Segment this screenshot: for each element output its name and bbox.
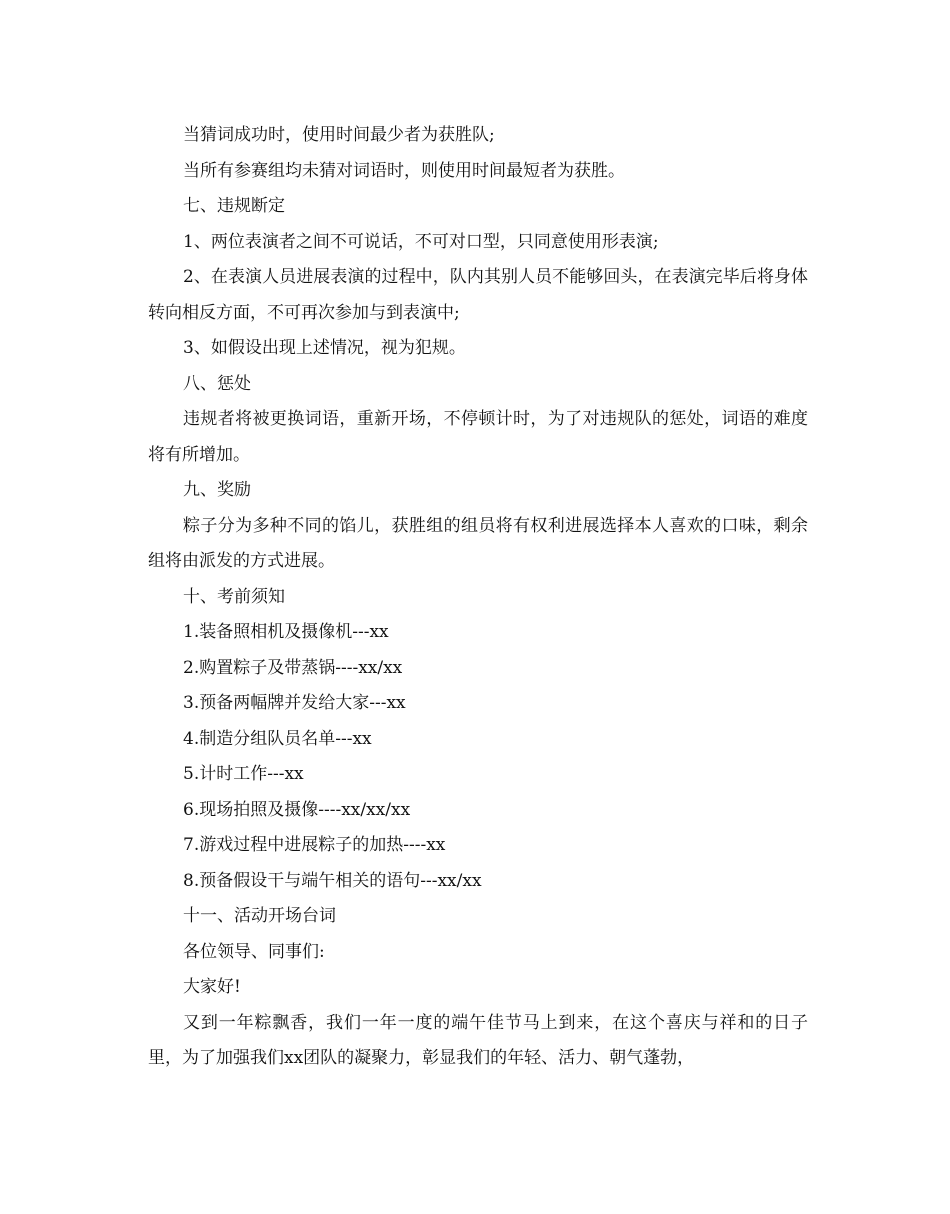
paragraph-1: 当猜词成功时，使用时间最少者为获胜队; — [183, 125, 495, 145]
rule-item-1: 1、两位表演者之间不可说话，不可对口型，只同意使用形表演; — [183, 231, 659, 252]
opening-speech-paragraph: 又到一年粽飘香，我们一年一度的端午佳节马上到来，在这个喜庆与祥和的日子里，为了加强我们xx团队的凝聚力，彰显我们的年轻、活力、朝气蓬勃， — [148, 1012, 808, 1068]
greeting-line: 各位领导、同事们: — [183, 941, 325, 962]
notice-item-1: 1.装备照相机及摄像机---xx — [183, 622, 389, 642]
greeting-hello: 大家好! — [183, 977, 241, 997]
reward-paragraph: 粽子分为多种不同的馅儿，获胜组的组员将有权利进展选择本人喜欢的口味，剩余组将由派发的方式进展。 — [148, 515, 808, 571]
notice-item-2: 2.购置粽子及带蒸锅----xx/xx — [183, 657, 403, 678]
section-heading-9: 九、奖励 — [183, 480, 251, 500]
notice-item-7: 7.游戏过程中进展粽子的加热----xx — [183, 835, 446, 855]
rule-item-3: 3、如假设出现上述情况，视为犯规。 — [183, 338, 466, 358]
notice-item-4: 4.制造分组队员名单---xx — [183, 728, 372, 749]
paragraph-2: 当所有参赛组均未猜对词语时，则使用时间最短者为获胜。 — [183, 160, 625, 181]
section-heading-11: 十一、活动开场台词 — [183, 906, 336, 926]
section-heading-10: 十、考前须知 — [183, 586, 285, 607]
section-heading-7: 七、违规断定 — [183, 196, 285, 216]
notice-item-6: 6.现场拍照及摄像----xx/xx/xx — [183, 799, 411, 820]
notice-item-8: 8.预备假设干与端午相关的语句---xx/xx — [183, 870, 482, 891]
notice-item-3: 3.预备两幅牌并发给大家---xx — [183, 693, 406, 713]
penalty-paragraph: 违规者将被更换词语，重新开场，不停顿计时，为了对违规队的惩处，词语的难度将有所增加。 — [148, 409, 808, 465]
rule-item-2: 2、在表演人员进展表演的过程中，队内其别人员不能够回头，在表演完毕后将身体转向相反方面，不可再次参加与到表演中; — [148, 267, 808, 323]
document-body — [148, 118, 808, 1077]
notice-item-5: 5.计时工作---xx — [183, 764, 304, 784]
section-heading-8: 八、惩处 — [183, 373, 251, 394]
